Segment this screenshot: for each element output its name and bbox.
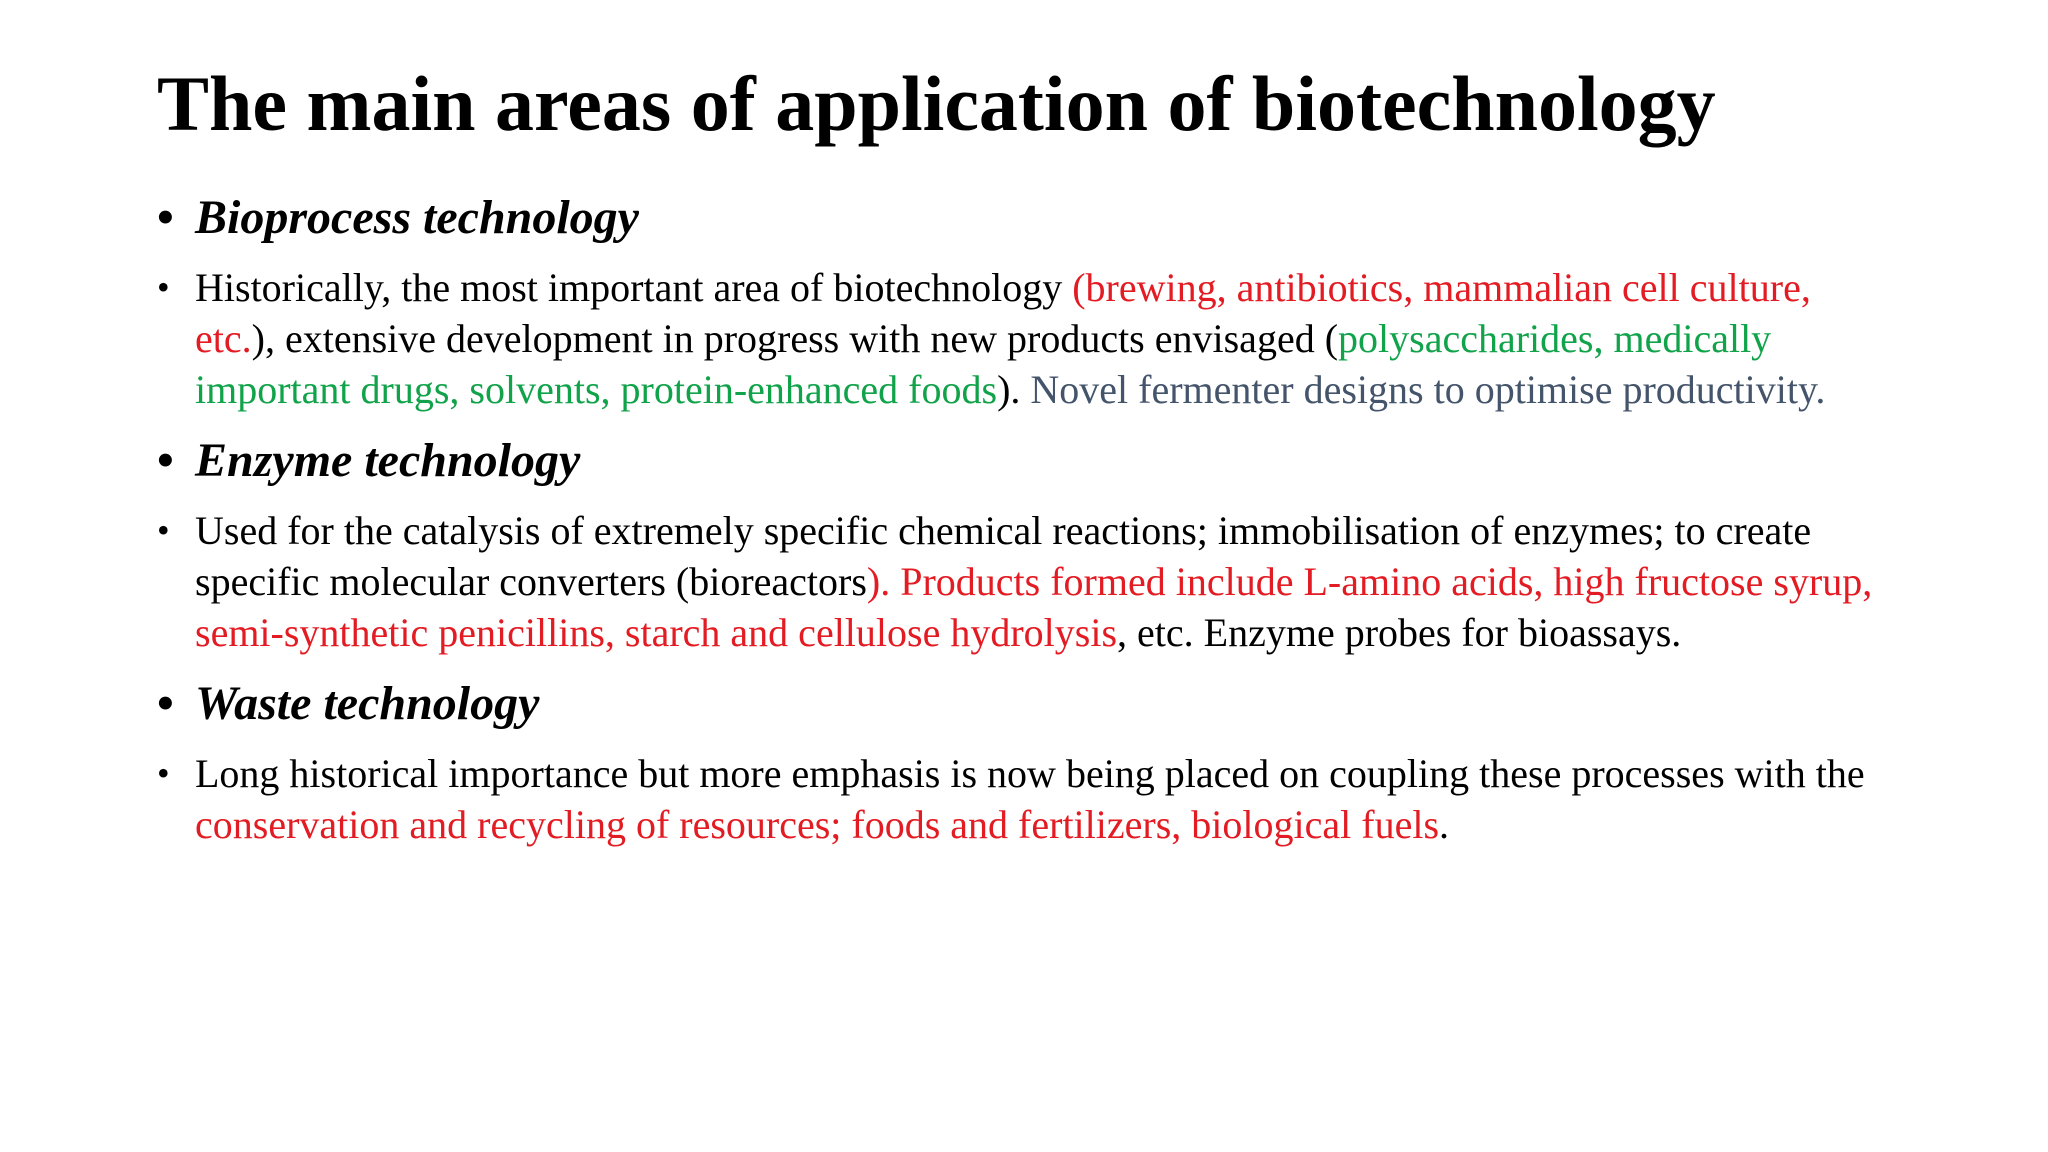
section-heading-enzyme	[157, 431, 1897, 491]
bullet-icon: •	[157, 753, 170, 793]
section-body-waste	[157, 748, 1897, 850]
slide-title: The main areas of application of biotechnology	[157, 60, 1716, 147]
text-run: , etc. Enzyme probes for bioassays.	[1117, 610, 1682, 655]
text-run-slate: Novel fermenter designs to optimise productivity.	[1030, 367, 1826, 412]
text-run-red: ). Products formed include L-amino acids, high fructose syrup, semi-synthetic penicillins, starch and cellulose hydrolysis	[195, 559, 1873, 655]
bullet-icon: •	[157, 434, 174, 487]
section-body-text	[195, 751, 1865, 847]
bullet-icon: •	[157, 191, 174, 244]
text-run-red: (brewing, antibiotics, mammalian cell culture, etc.	[195, 265, 1811, 361]
section-heading-text: Waste technology	[195, 677, 540, 730]
section-heading-text: Enzyme technology	[195, 434, 581, 487]
text-run-green: polysaccharides, medically important drugs, solvents, protein-enhanced foods	[195, 316, 1772, 412]
section-body-enzyme	[157, 505, 1897, 658]
bullet-icon: •	[157, 510, 170, 550]
section-heading-bioprocess	[157, 188, 1897, 248]
bullet-list	[157, 188, 1897, 866]
text-run: Used for the catalysis of extremely specific chemical reactions; immobilisation of enzymes; to create specific molecular converters (bioreactors	[195, 508, 1812, 604]
text-run: .	[1439, 802, 1450, 847]
text-run: Historically, the most important area of biotechnology	[195, 265, 1073, 310]
section-body-text	[195, 265, 1825, 412]
section-heading-waste	[157, 674, 1897, 734]
section-body-bioprocess	[157, 262, 1897, 415]
section-heading-text: Bioprocess technology	[195, 191, 639, 244]
text-run-red: conservation and recycling of resources; foods and fertilizers, biological fuels	[195, 802, 1440, 847]
bullet-icon: •	[157, 677, 174, 730]
section-body-text	[195, 508, 1872, 655]
text-run: ), extensive development in progress with new products envisaged (	[251, 316, 1339, 361]
text-run: ).	[997, 367, 1031, 412]
text-run: Long historical importance but more emphasis is now being placed on coupling these processes with the	[195, 751, 1865, 796]
bullet-icon: •	[157, 267, 170, 307]
